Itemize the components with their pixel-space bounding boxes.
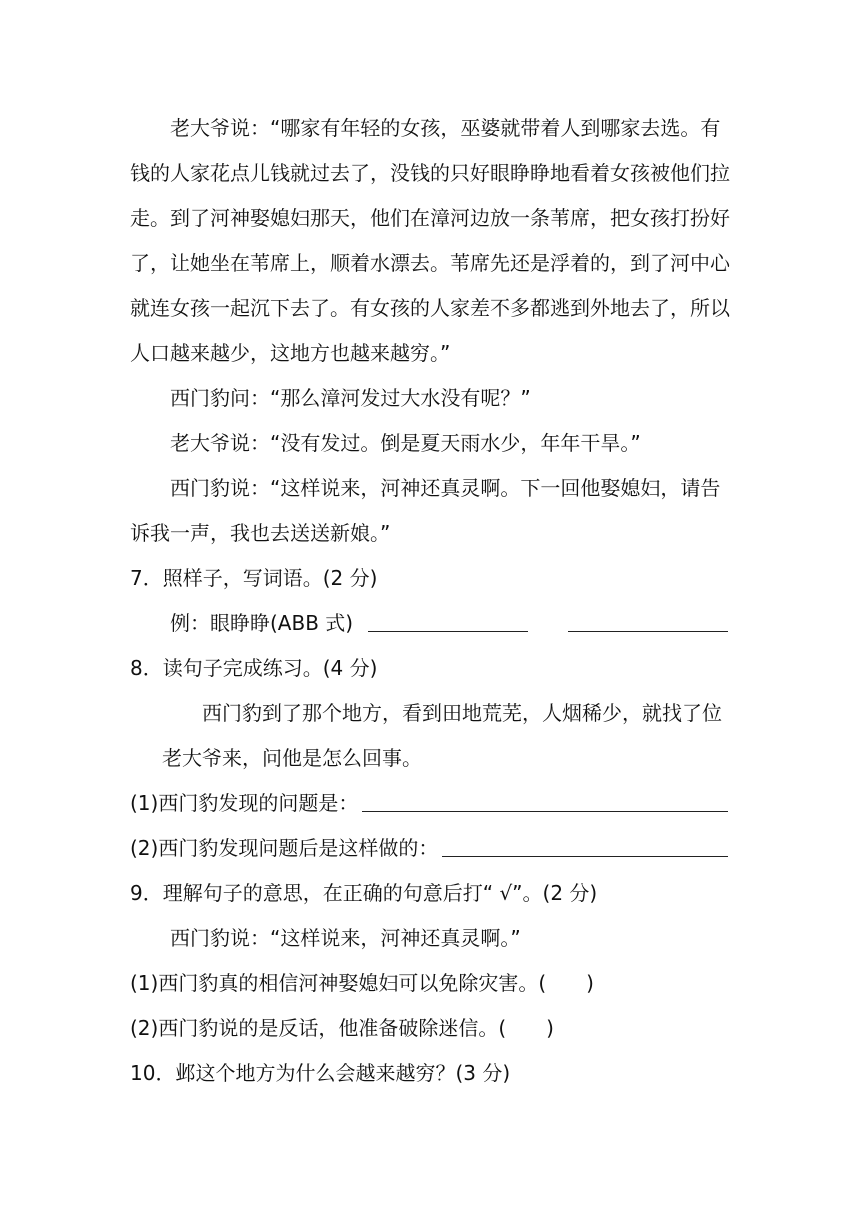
question-9-prompt: 9．理解句子的意思，在正确的句意后打“ √”。(2 分): [130, 881, 598, 905]
passage-line-9: 西门豹说：“这样说来，河神还真灵啊。下一回他娶媳妇，请告: [170, 476, 721, 500]
passage-line-5: 就连女孩一起沉下去了。有女孩的人家差不多都逃到外地去了，所以: [130, 296, 730, 320]
question-9-option-2[interactable]: (2)西门豹说的是反话，他准备破除迷信。( ): [130, 1016, 554, 1040]
passage-line-2: 钱的人家花点儿钱就过去了，没钱的只好眼睁睁地看着女孩被他们拉: [130, 161, 730, 185]
question-8-sub-1: (1)西门豹发现的问题是：: [130, 791, 359, 815]
question-7-prompt: 7．照样子，写词语。(2 分): [130, 566, 378, 590]
question-10-prompt: 10．邺这个地方为什么会越来越穷？(3 分): [130, 1061, 511, 1085]
passage-line-1: 老大爷说：“哪家有年轻的女孩，巫婆就带着人到哪家去选。有: [170, 116, 721, 140]
passage-line-8: 老大爷说：“没有发过。倒是夏天雨水少，年年干旱。”: [170, 431, 641, 455]
question-9-quote: 西门豹说：“这样说来，河神还真灵啊。”: [170, 926, 521, 950]
question-8-sentence-line-2: 老大爷来，问他是怎么回事。: [162, 746, 422, 770]
question-7-answer-blank-2[interactable]: [568, 611, 728, 632]
passage-line-4: 了，让她坐在苇席上，顺着水漂去。苇席先还是浮着的，到了河中心: [130, 251, 730, 275]
question-8-sub-2: (2)西门豹发现问题后是这样做的：: [130, 836, 439, 860]
question-7-example: 例：眼睁睁(ABB 式): [170, 611, 354, 635]
question-8-prompt: 8．读句子完成练习。(4 分): [130, 656, 378, 680]
passage-line-10: 诉我一声，我也去送送新娘。”: [130, 521, 391, 545]
question-8-sentence-line-1: 西门豹到了那个地方，看到田地荒芜，人烟稀少，就找了位: [202, 701, 722, 725]
question-9-option-1[interactable]: (1)西门豹真的相信河神娶媳妇可以免除灾害。( ): [130, 971, 594, 995]
question-8-sub-1-answer-blank[interactable]: [362, 791, 728, 812]
passage-line-6: 人口越来越少，这地方也越来越穷。”: [130, 341, 451, 365]
question-8-sub-2-answer-blank[interactable]: [442, 836, 728, 857]
passage-line-7: 西门豹问：“那么漳河发过大水没有呢？”: [170, 386, 531, 410]
passage-line-3: 走。到了河神娶媳妇那天，他们在漳河边放一条苇席，把女孩打扮好: [130, 206, 730, 230]
question-7-answer-blank-1[interactable]: [368, 611, 528, 632]
